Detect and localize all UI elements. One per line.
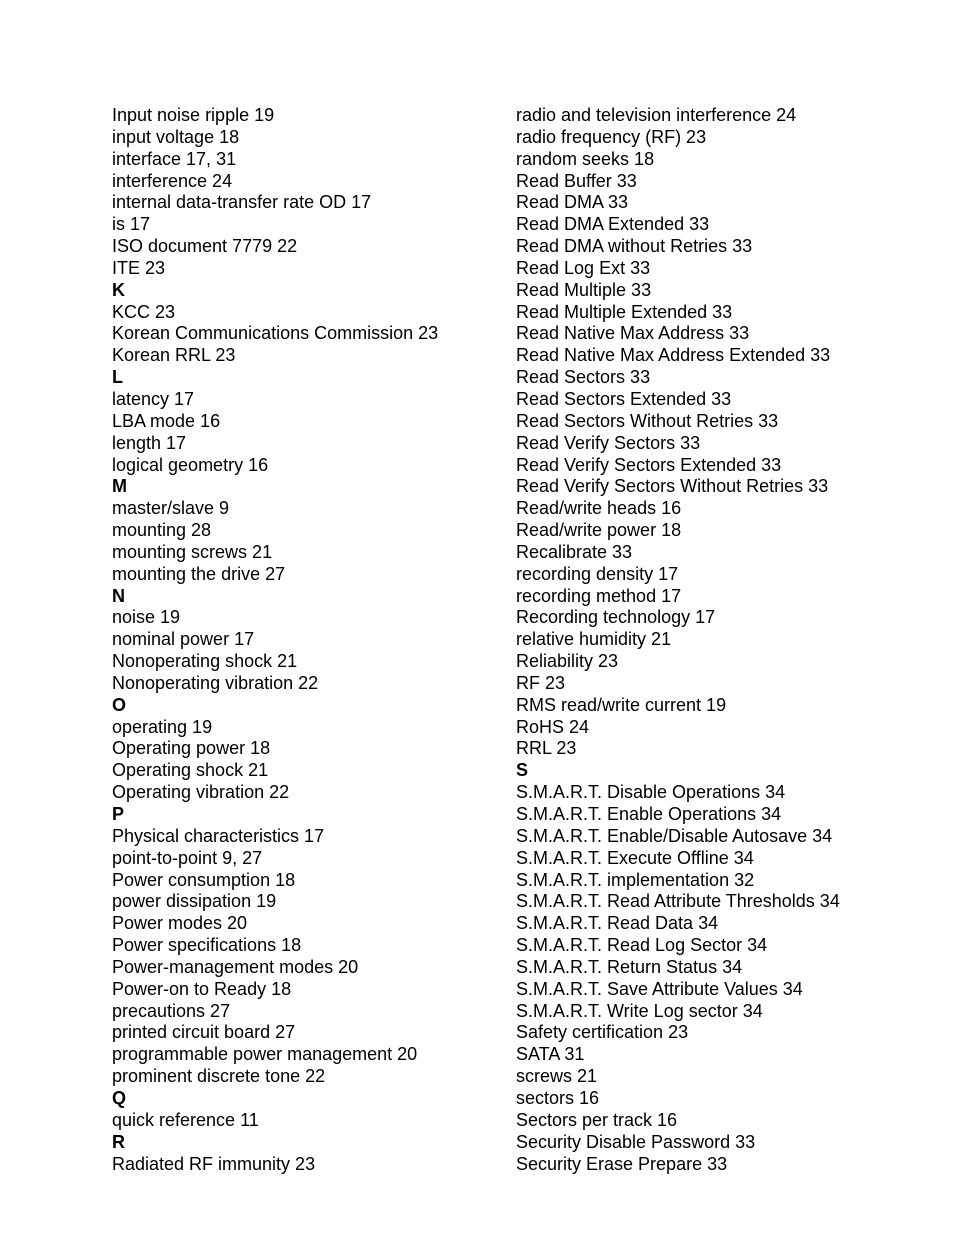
index-entry: quick reference 11: [112, 1109, 259, 1130]
index-entry: Power consumption 18: [112, 869, 296, 890]
index-entry: Operating shock 21: [112, 760, 269, 781]
index-entry: Read Native Max Address Extended 33: [516, 345, 831, 366]
index-entry: Read Verify Sectors Without Retries 33: [516, 476, 829, 497]
index-entry: Read DMA Extended 33: [516, 214, 710, 235]
index-entry: power dissipation 19: [112, 891, 277, 912]
index-entry: Read Sectors Extended 33: [516, 388, 732, 409]
index-letter-heading: S: [516, 760, 529, 781]
index-entry: Read DMA 33: [516, 192, 629, 213]
index-entry: SATA 31: [516, 1044, 585, 1065]
index-entry: Read Native Max Address 33: [516, 323, 750, 344]
index-entry: Nonoperating vibration 22: [112, 672, 319, 693]
index-entry: mounting the drive 27: [112, 563, 286, 584]
index-entry: operating 19: [112, 716, 213, 737]
index-entry: KCC 23: [112, 301, 176, 322]
index-entry: Read Buffer 33: [516, 170, 637, 191]
index-entry: Korean Communications Commission 23: [112, 323, 439, 344]
index-letter-heading: R: [112, 1131, 125, 1152]
index-letter-heading: K: [112, 279, 125, 300]
index-entry: Read/write heads 16: [516, 498, 682, 519]
index-letter-heading: M: [112, 476, 127, 497]
index-letter-heading: L: [112, 367, 123, 388]
index-column-right: [516, 105, 936, 1175]
index-entry: Input noise ripple 19: [112, 105, 275, 125]
index-entry: sectors 16: [516, 1087, 600, 1108]
index-entry: input voltage 18: [112, 126, 240, 147]
index-letter-heading: O: [112, 694, 127, 715]
index-entry: programmable power management 20: [112, 1044, 418, 1065]
index-entry: Recording technology 17: [516, 607, 716, 628]
index-entry: Sectors per track 16: [516, 1109, 678, 1130]
index-entry: Read Multiple 33: [516, 279, 652, 300]
index-entry: Nonoperating shock 21: [112, 651, 298, 672]
index-column-left: [112, 105, 502, 1175]
index-entry: prominent discrete tone 22: [112, 1066, 326, 1087]
index-entry: printed circuit board 27: [112, 1022, 296, 1043]
index-entry: noise 19: [112, 607, 181, 628]
index-entry: Power-management modes 20: [112, 956, 359, 977]
index-entry: ITE 23: [112, 257, 166, 278]
index-entry: LBA mode 16: [112, 410, 221, 431]
index-entry: RRL 23: [516, 738, 577, 759]
index-entry: Read Sectors 33: [516, 367, 651, 388]
index-entry: mounting 28: [112, 520, 212, 541]
index-entry: S.M.A.R.T. Enable/Disable Autosave 34: [516, 825, 833, 846]
index-entry: ISO document 7779 22: [112, 236, 298, 257]
index-entry: RoHS 24: [516, 716, 590, 737]
index-entry: internal data-transfer rate OD 17: [112, 192, 372, 213]
index-entry: nominal power 17: [112, 629, 255, 650]
index-entry: interface 17, 31: [112, 148, 237, 169]
index-entry: S.M.A.R.T. implementation 32: [516, 869, 755, 890]
index-entry: precautions 27: [112, 1000, 231, 1021]
index-entry: Physical characteristics 17: [112, 825, 325, 846]
index-entry: recording density 17: [516, 563, 679, 584]
index-entry: Security Erase Prepare 33: [516, 1153, 728, 1174]
index-entry: interference 24: [112, 170, 233, 191]
index-entry: RMS read/write current 19: [516, 694, 727, 715]
index-entry: recording method 17: [516, 585, 682, 606]
index-entry: Read/write power 18: [516, 520, 682, 541]
index-entry: S.M.A.R.T. Return Status 34: [516, 956, 743, 977]
index-entry: relative humidity 21: [516, 629, 672, 650]
index-entry: Safety certification 23: [516, 1022, 689, 1043]
index-entry: S.M.A.R.T. Save Attribute Values 34: [516, 978, 803, 999]
index-letter-heading: Q: [112, 1087, 127, 1108]
index-entry: radio frequency (RF) 23: [516, 126, 707, 147]
index-entry: Read Verify Sectors Extended 33: [516, 454, 782, 475]
index-entry: latency 17: [112, 388, 195, 409]
index-entry: S.M.A.R.T. Enable Operations 34: [516, 804, 782, 824]
index-letter-heading: N: [112, 585, 125, 606]
index-entry: Power-on to Ready 18: [112, 978, 292, 999]
index-entry: random seeks 18: [516, 148, 655, 169]
index-entry: Read DMA without Retries 33: [516, 236, 753, 257]
index-entry: length 17: [112, 432, 187, 453]
index-entry: Read Log Ext 33: [516, 257, 651, 278]
index-entry: mounting screws 21: [112, 541, 273, 562]
index-entry: Radiated RF immunity 23: [112, 1153, 316, 1174]
index-entry: Korean RRL 23: [112, 345, 236, 366]
index-entry: S.M.A.R.T. Read Log Sector 34: [516, 935, 768, 956]
index-entry: logical geometry 16: [112, 454, 269, 475]
index-entry: RF 23: [516, 672, 566, 693]
index-entry: Recalibrate 33: [516, 541, 633, 562]
index-entry: S.M.A.R.T. Disable Operations 34: [516, 782, 786, 803]
index-entry: radio and television interference 24: [516, 105, 797, 125]
index-entry: Power modes 20: [112, 913, 248, 934]
index-entry: S.M.A.R.T. Read Attribute Thresholds 34: [516, 891, 840, 912]
index-entry: S.M.A.R.T. Read Data 34: [516, 913, 719, 934]
index-entry: Operating power 18: [112, 738, 271, 759]
index-entry: Security Disable Password 33: [516, 1131, 756, 1152]
index-entry: screws 21: [516, 1066, 598, 1087]
index-entry: is 17: [112, 214, 151, 235]
index-entry: Read Multiple Extended 33: [516, 301, 733, 322]
index-entry: S.M.A.R.T. Write Log sector 34: [516, 1000, 763, 1021]
index-letter-heading: P: [112, 804, 125, 824]
index-entry: S.M.A.R.T. Execute Offline 34: [516, 847, 754, 868]
index-entry: Power specifications 18: [112, 935, 302, 956]
index-entry: Read Sectors Without Retries 33: [516, 410, 779, 431]
index-entry: Reliability 23: [516, 651, 619, 672]
index-entry: point-to-point 9, 27: [112, 847, 263, 868]
index-entry: Operating vibration 22: [112, 782, 290, 803]
index-entry: Read Verify Sectors 33: [516, 432, 701, 453]
index-entry: master/slave 9: [112, 498, 230, 519]
